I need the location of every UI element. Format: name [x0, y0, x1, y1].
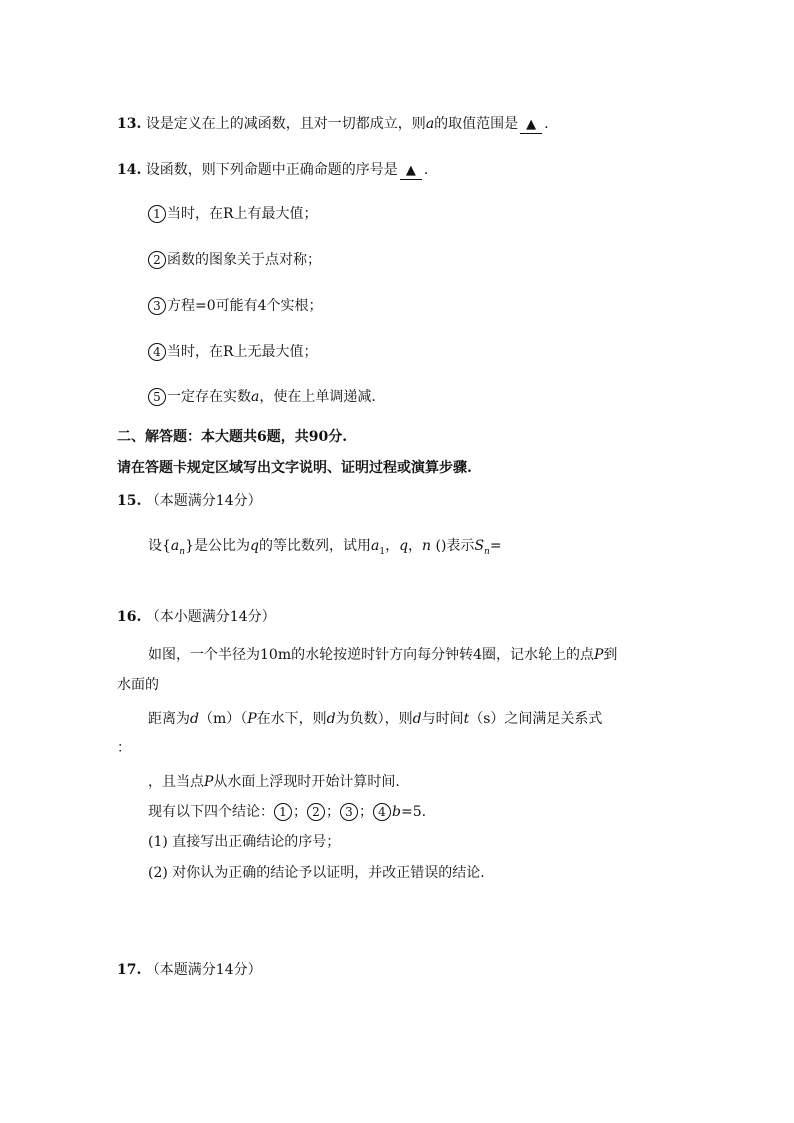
separator: ； — [359, 804, 373, 820]
option-text: 函数的图象关于点对称； — [167, 252, 321, 268]
variable: a — [170, 538, 180, 554]
text: 在水下，则 — [256, 711, 327, 727]
variable: d — [190, 711, 199, 727]
question-number: 14. — [117, 162, 142, 178]
circled-number: 3 — [148, 297, 166, 315]
text: ， — [385, 538, 400, 554]
question-13 — [117, 114, 549, 134]
sub-question-1: (1) 直接写出正确结论的序号； — [148, 834, 341, 850]
option-4 — [148, 342, 318, 362]
question-text: 设是定义在上的减函数，且对一切都成立，则 — [145, 116, 426, 132]
option-text: 当时，在R上有最大值； — [167, 206, 318, 222]
text: ， — [408, 538, 423, 554]
variable: P — [247, 711, 257, 727]
circled-number: 4 — [373, 803, 391, 821]
question-14 — [117, 160, 428, 180]
question-16 — [117, 607, 276, 627]
separator: ； — [326, 804, 340, 820]
question-16-line4: ： — [117, 740, 131, 756]
sub-question-2: (2) 对你认为正确的结论予以证明，并改正错误的结论. — [148, 865, 485, 881]
option-1 — [148, 204, 318, 224]
text: （m）（ — [198, 711, 248, 727]
text: =5. — [400, 804, 427, 820]
variable: t — [463, 711, 470, 727]
variable: P — [204, 774, 214, 790]
option-text: 一定存在实数 — [167, 389, 251, 405]
answer-blank: ▲ — [400, 163, 422, 180]
separator: ； — [293, 804, 307, 820]
question-number: 13. — [117, 116, 142, 132]
circled-number: 2 — [148, 251, 166, 269]
text: （s）之间满足关系式 — [469, 711, 603, 727]
subscript: 1 — [379, 546, 386, 557]
question-text: 的取值范围是 — [434, 116, 519, 132]
question-16-conclusions — [148, 802, 426, 822]
question-number: 16. — [117, 609, 142, 625]
section-heading — [117, 427, 347, 447]
variable: S — [474, 538, 485, 554]
variable: q — [399, 538, 409, 554]
text: }是公比为 — [185, 538, 250, 554]
text: 设{ — [148, 538, 171, 554]
option-2 — [148, 250, 321, 270]
text: 现有以下四个结论： — [148, 804, 274, 820]
option-text: 方程=0可能有4个实根； — [167, 298, 323, 314]
text: = — [489, 538, 502, 554]
variable: P — [594, 647, 604, 663]
circled-number: 1 — [148, 205, 166, 223]
question-score: （本题满分14分） — [145, 962, 262, 978]
variable: b — [392, 804, 401, 820]
question-number: 15. — [117, 493, 142, 509]
variable: d — [326, 711, 336, 727]
text: ()表示 — [431, 538, 475, 554]
punctuation: . — [544, 116, 549, 132]
circled-number: 5 — [148, 388, 166, 406]
variable: q — [250, 538, 259, 554]
section-desc: 本大题共6题，共90分. — [201, 429, 348, 445]
text: 的等比数列，试用 — [258, 538, 371, 554]
question-16-line1 — [148, 645, 617, 665]
subscript: n — [179, 546, 186, 557]
question-15 — [117, 491, 262, 511]
subscript: n — [484, 546, 490, 557]
question-16-line3 — [148, 709, 602, 729]
answer-blank: ▲ — [520, 117, 542, 134]
text: 距离为 — [148, 711, 190, 727]
circled-number: 3 — [340, 803, 358, 821]
question-16-line5 — [148, 772, 400, 792]
text: 从水面上浮现时开始计算时间. — [213, 774, 400, 790]
circled-number: 2 — [307, 803, 325, 821]
text: 与时间 — [421, 711, 464, 727]
section-title: 二、解答题： — [117, 429, 201, 445]
circled-number: 1 — [274, 803, 292, 821]
text: 到 — [603, 647, 618, 663]
text: 为负数），则 — [335, 711, 413, 727]
variable: a — [370, 538, 380, 554]
circled-number: 4 — [148, 343, 166, 361]
question-16-line2: 水面的 — [117, 677, 159, 693]
question-number: 17. — [117, 962, 142, 978]
question-17 — [117, 960, 262, 980]
variable: n — [422, 538, 432, 554]
variable: d — [412, 711, 422, 727]
question-text: 设函数，则下列命题中正确命题的序号是 — [145, 162, 398, 178]
text: 如图，一个半径为10m的水轮按逆时针方向每分钟转4圈，记水轮上的点 — [148, 647, 594, 663]
section-instruction: 请在答题卡规定区域写出文字说明、证明过程或演算步骤. — [117, 460, 472, 476]
option-text: ，使在上单调递减. — [259, 389, 376, 405]
option-5 — [148, 387, 376, 407]
punctuation: . — [423, 162, 429, 178]
option-text: 当时，在R上无最大值； — [167, 344, 318, 360]
question-score: （本题满分14分） — [145, 493, 262, 509]
variable: a — [251, 389, 260, 405]
option-3 — [148, 296, 323, 316]
question-15-body — [148, 536, 502, 562]
text: ，且当点 — [148, 774, 204, 790]
variable: a — [425, 116, 435, 132]
question-score: （本小题满分14分） — [145, 609, 276, 625]
